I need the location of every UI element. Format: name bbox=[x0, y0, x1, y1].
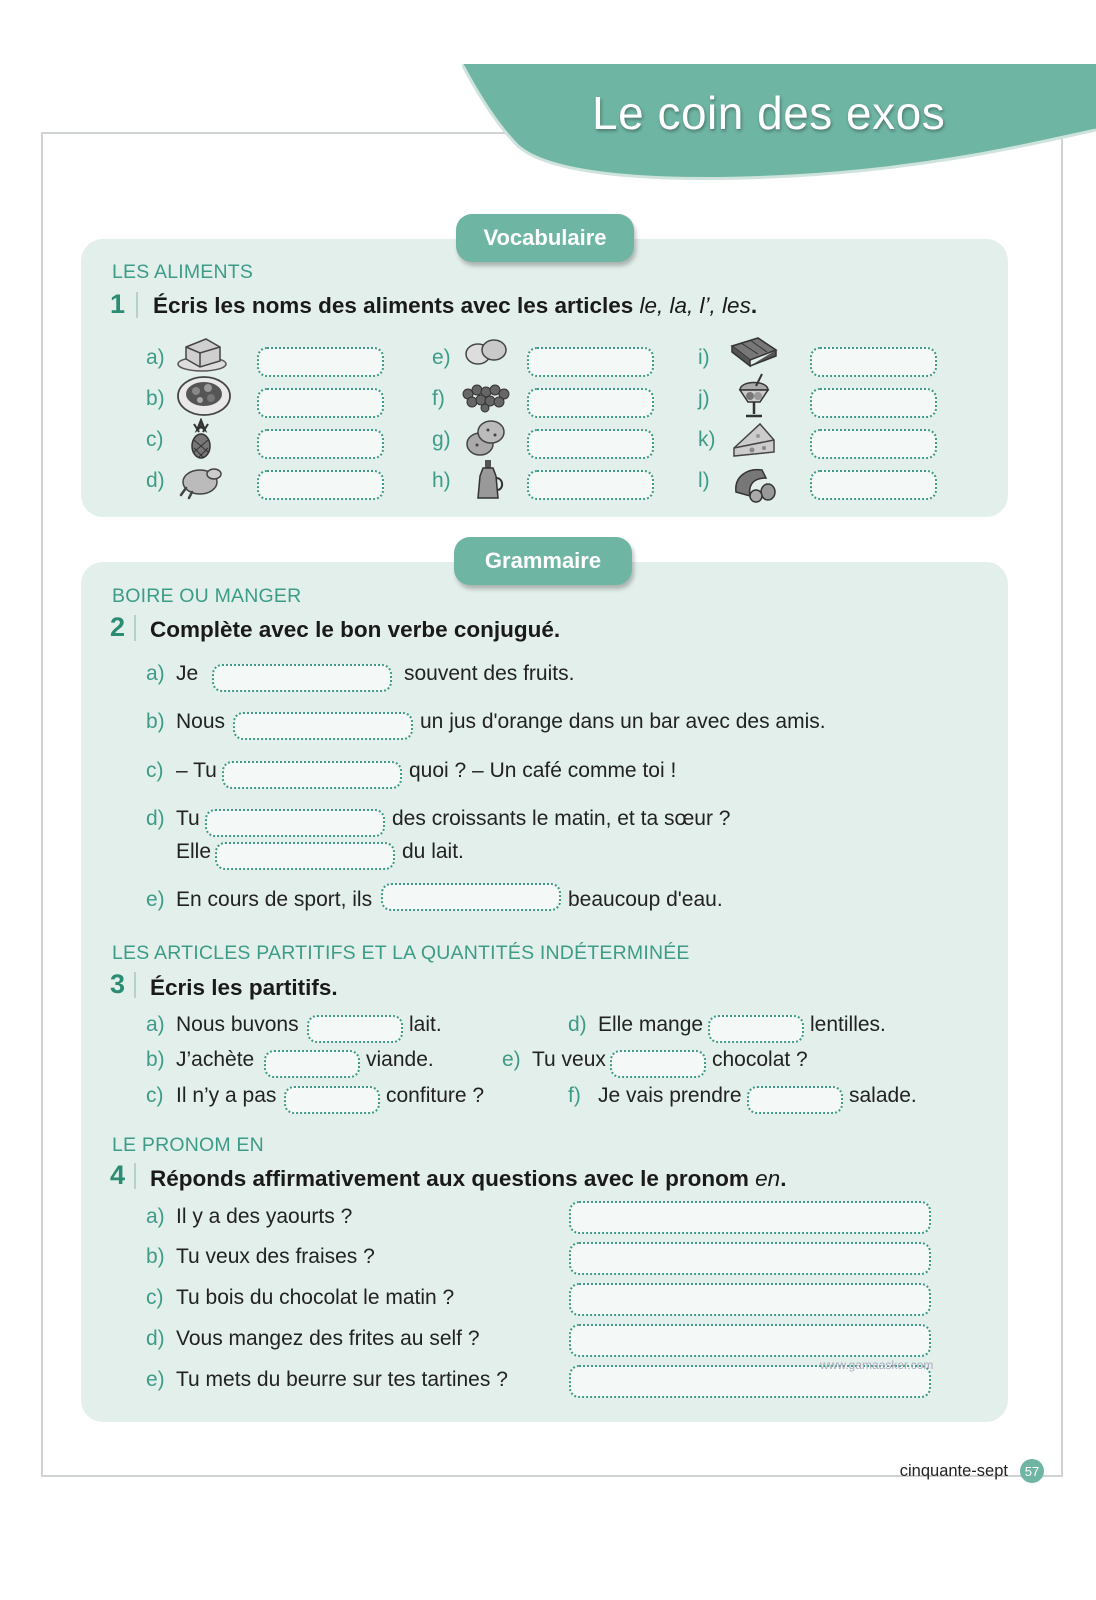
cheese-icon bbox=[730, 420, 778, 460]
answer-box-e[interactable] bbox=[527, 347, 654, 377]
verb-box-d1[interactable] bbox=[205, 809, 385, 837]
exercise-bar bbox=[134, 615, 136, 641]
vocabulary-tag: Vocabulaire bbox=[456, 214, 634, 262]
answer-box-h[interactable] bbox=[527, 470, 654, 500]
eggs-icon bbox=[462, 334, 510, 370]
item-letter: d) bbox=[568, 1013, 587, 1036]
sentence-text: lait. bbox=[409, 1013, 442, 1036]
pineapple-icon bbox=[186, 418, 216, 460]
item-letter: b) bbox=[146, 710, 165, 733]
item-letter: a) bbox=[146, 1013, 165, 1036]
question-text: Tu bois du chocolat le matin ? bbox=[176, 1286, 455, 1309]
answer-box-l[interactable] bbox=[810, 470, 937, 500]
question-text: Tu mets du beurre sur tes tartines ? bbox=[176, 1368, 508, 1391]
answer-box-a[interactable] bbox=[257, 347, 384, 377]
grammar-tag: Grammaire bbox=[454, 537, 632, 585]
sentence-text: lentilles. bbox=[810, 1013, 886, 1036]
item-letter: e) bbox=[146, 1368, 165, 1391]
exercise-number-3: 3 bbox=[110, 969, 126, 999]
partitive-box-a[interactable] bbox=[307, 1015, 403, 1043]
item-letter: e) bbox=[502, 1048, 521, 1071]
item-letter: a) bbox=[146, 346, 165, 369]
item-letter: c) bbox=[146, 1084, 164, 1107]
sentence-text: Il n’y a pas bbox=[176, 1084, 277, 1107]
question-text: Vous mangez des frites au self ? bbox=[176, 1327, 480, 1350]
answer-box-f[interactable] bbox=[527, 388, 654, 418]
sausage-icon bbox=[728, 462, 778, 504]
sentence-text: confiture ? bbox=[386, 1084, 485, 1107]
exercise-bar bbox=[134, 1163, 136, 1189]
section-partitifs: LES ARTICLES PARTITIFS ET LA QUANTITÉS INDÉTERMINÉE bbox=[112, 942, 690, 964]
item-letter: a) bbox=[146, 1205, 165, 1228]
item-letter: k) bbox=[698, 428, 716, 451]
page-title: Le coin des exos bbox=[592, 87, 946, 139]
answer-field-c[interactable] bbox=[569, 1283, 931, 1316]
partitive-box-e[interactable] bbox=[610, 1050, 706, 1078]
item-letter: i) bbox=[698, 346, 710, 369]
section-boire-manger: BOIRE OU MANGER bbox=[112, 585, 302, 607]
item-letter: c) bbox=[146, 759, 164, 782]
exercise-2-instruction: Complète avec le bon verbe conjugué. bbox=[150, 617, 561, 642]
grapes-icon bbox=[460, 380, 512, 414]
item-letter: f) bbox=[568, 1084, 581, 1107]
answer-box-b[interactable] bbox=[257, 388, 384, 418]
exercise-bar bbox=[134, 972, 136, 998]
sentence-text: souvent des fruits. bbox=[404, 662, 575, 685]
sentence-text: En cours de sport, ils bbox=[176, 888, 373, 911]
partitive-box-d[interactable] bbox=[708, 1015, 804, 1043]
potatoes-icon bbox=[464, 418, 508, 458]
verb-box-e[interactable] bbox=[381, 883, 561, 911]
partitive-box-f[interactable] bbox=[747, 1086, 843, 1114]
item-letter: d) bbox=[146, 807, 165, 830]
item-letter: h) bbox=[432, 469, 451, 492]
item-letter: c) bbox=[146, 428, 164, 451]
item-letter: g) bbox=[432, 428, 451, 451]
answer-box-k[interactable] bbox=[810, 429, 937, 459]
item-letter: l) bbox=[698, 469, 710, 492]
answer-field-b[interactable] bbox=[569, 1242, 931, 1275]
exercise-bar bbox=[136, 292, 138, 318]
answer-field-a[interactable] bbox=[569, 1201, 931, 1234]
verb-box-b[interactable] bbox=[233, 712, 413, 740]
butter-icon bbox=[176, 333, 228, 373]
sentence-text: Je vais prendre bbox=[598, 1084, 742, 1107]
exercise-1-instruction: Écris les noms des aliments avec les articles le, la, l’, les. bbox=[153, 293, 758, 318]
answer-box-d[interactable] bbox=[257, 470, 384, 500]
question-text: Il y a des yaourts ? bbox=[176, 1205, 353, 1228]
item-letter: b) bbox=[146, 387, 165, 410]
partitive-box-b[interactable] bbox=[264, 1050, 360, 1078]
item-letter: a) bbox=[146, 662, 165, 685]
section-pronom-en: LE PRONOM EN bbox=[112, 1134, 264, 1156]
page-word: cinquante-sept bbox=[899, 1462, 1008, 1480]
answer-box-g[interactable] bbox=[527, 429, 654, 459]
chicken-icon bbox=[178, 462, 224, 500]
answer-field-d[interactable] bbox=[569, 1324, 931, 1357]
ice-cream-icon bbox=[736, 372, 772, 422]
sentence-text: Nous bbox=[176, 710, 226, 733]
watermark: www.gamaasker.com bbox=[820, 1358, 934, 1372]
item-letter: f) bbox=[432, 387, 445, 410]
sentence-text: – Tu bbox=[176, 759, 217, 782]
title-banner bbox=[462, 64, 1096, 184]
exercise-number-2: 2 bbox=[110, 612, 126, 642]
item-letter: e) bbox=[146, 888, 165, 911]
answer-box-j[interactable] bbox=[810, 388, 937, 418]
answer-box-c[interactable] bbox=[257, 429, 384, 459]
sentence-text: Tu bbox=[176, 807, 200, 830]
question-text: Tu veux des fraises ? bbox=[176, 1245, 375, 1268]
section-aliments: LES ALIMENTS bbox=[112, 261, 254, 283]
item-letter: b) bbox=[146, 1245, 165, 1268]
sentence-text: Elle mange bbox=[598, 1013, 704, 1036]
exercise-4-instruction: Réponds affirmativement aux questions avec le pronom en. bbox=[150, 1166, 787, 1191]
sentence-text: un jus d'orange dans un bar avec des amis. bbox=[420, 710, 826, 733]
item-letter: d) bbox=[146, 1327, 165, 1350]
sentence-text: viande. bbox=[366, 1048, 434, 1071]
item-letter: d) bbox=[146, 469, 165, 492]
verb-box-d2[interactable] bbox=[215, 842, 395, 870]
sentence-text: du lait. bbox=[402, 840, 464, 863]
sentence-text: Nous buvons bbox=[176, 1013, 299, 1036]
item-letter: b) bbox=[146, 1048, 165, 1071]
answer-box-i[interactable] bbox=[810, 347, 937, 377]
page-number: 57 bbox=[1020, 1459, 1044, 1483]
sentence-text: J’achète bbox=[176, 1048, 255, 1071]
sentence-text: beaucoup d'eau. bbox=[568, 888, 723, 911]
partitive-box-c[interactable] bbox=[284, 1086, 380, 1114]
sentence-text: des croissants le matin, et ta sœur ? bbox=[392, 807, 731, 830]
exercise-number-1: 1 bbox=[110, 289, 126, 319]
sentence-text: Je bbox=[176, 662, 199, 685]
oil-bottle-icon bbox=[472, 458, 504, 502]
verb-box-c[interactable] bbox=[222, 761, 402, 789]
chocolate-bar-icon bbox=[728, 334, 780, 368]
sentence-text: chocolat ? bbox=[712, 1048, 808, 1071]
item-letter: c) bbox=[146, 1286, 164, 1309]
sentence-text: Tu veux bbox=[532, 1048, 606, 1071]
item-letter: e) bbox=[432, 346, 451, 369]
verb-box-a[interactable] bbox=[212, 664, 392, 692]
exercise-3-instruction: Écris les partitifs. bbox=[150, 975, 338, 1000]
exercise-number-4: 4 bbox=[110, 1160, 126, 1190]
sentence-text: quoi ? – Un café comme toi ! bbox=[409, 759, 677, 782]
sentence-text: Elle bbox=[176, 840, 212, 863]
item-letter: j) bbox=[698, 387, 710, 410]
sentence-text: salade. bbox=[849, 1084, 917, 1107]
dish-icon bbox=[176, 374, 232, 418]
